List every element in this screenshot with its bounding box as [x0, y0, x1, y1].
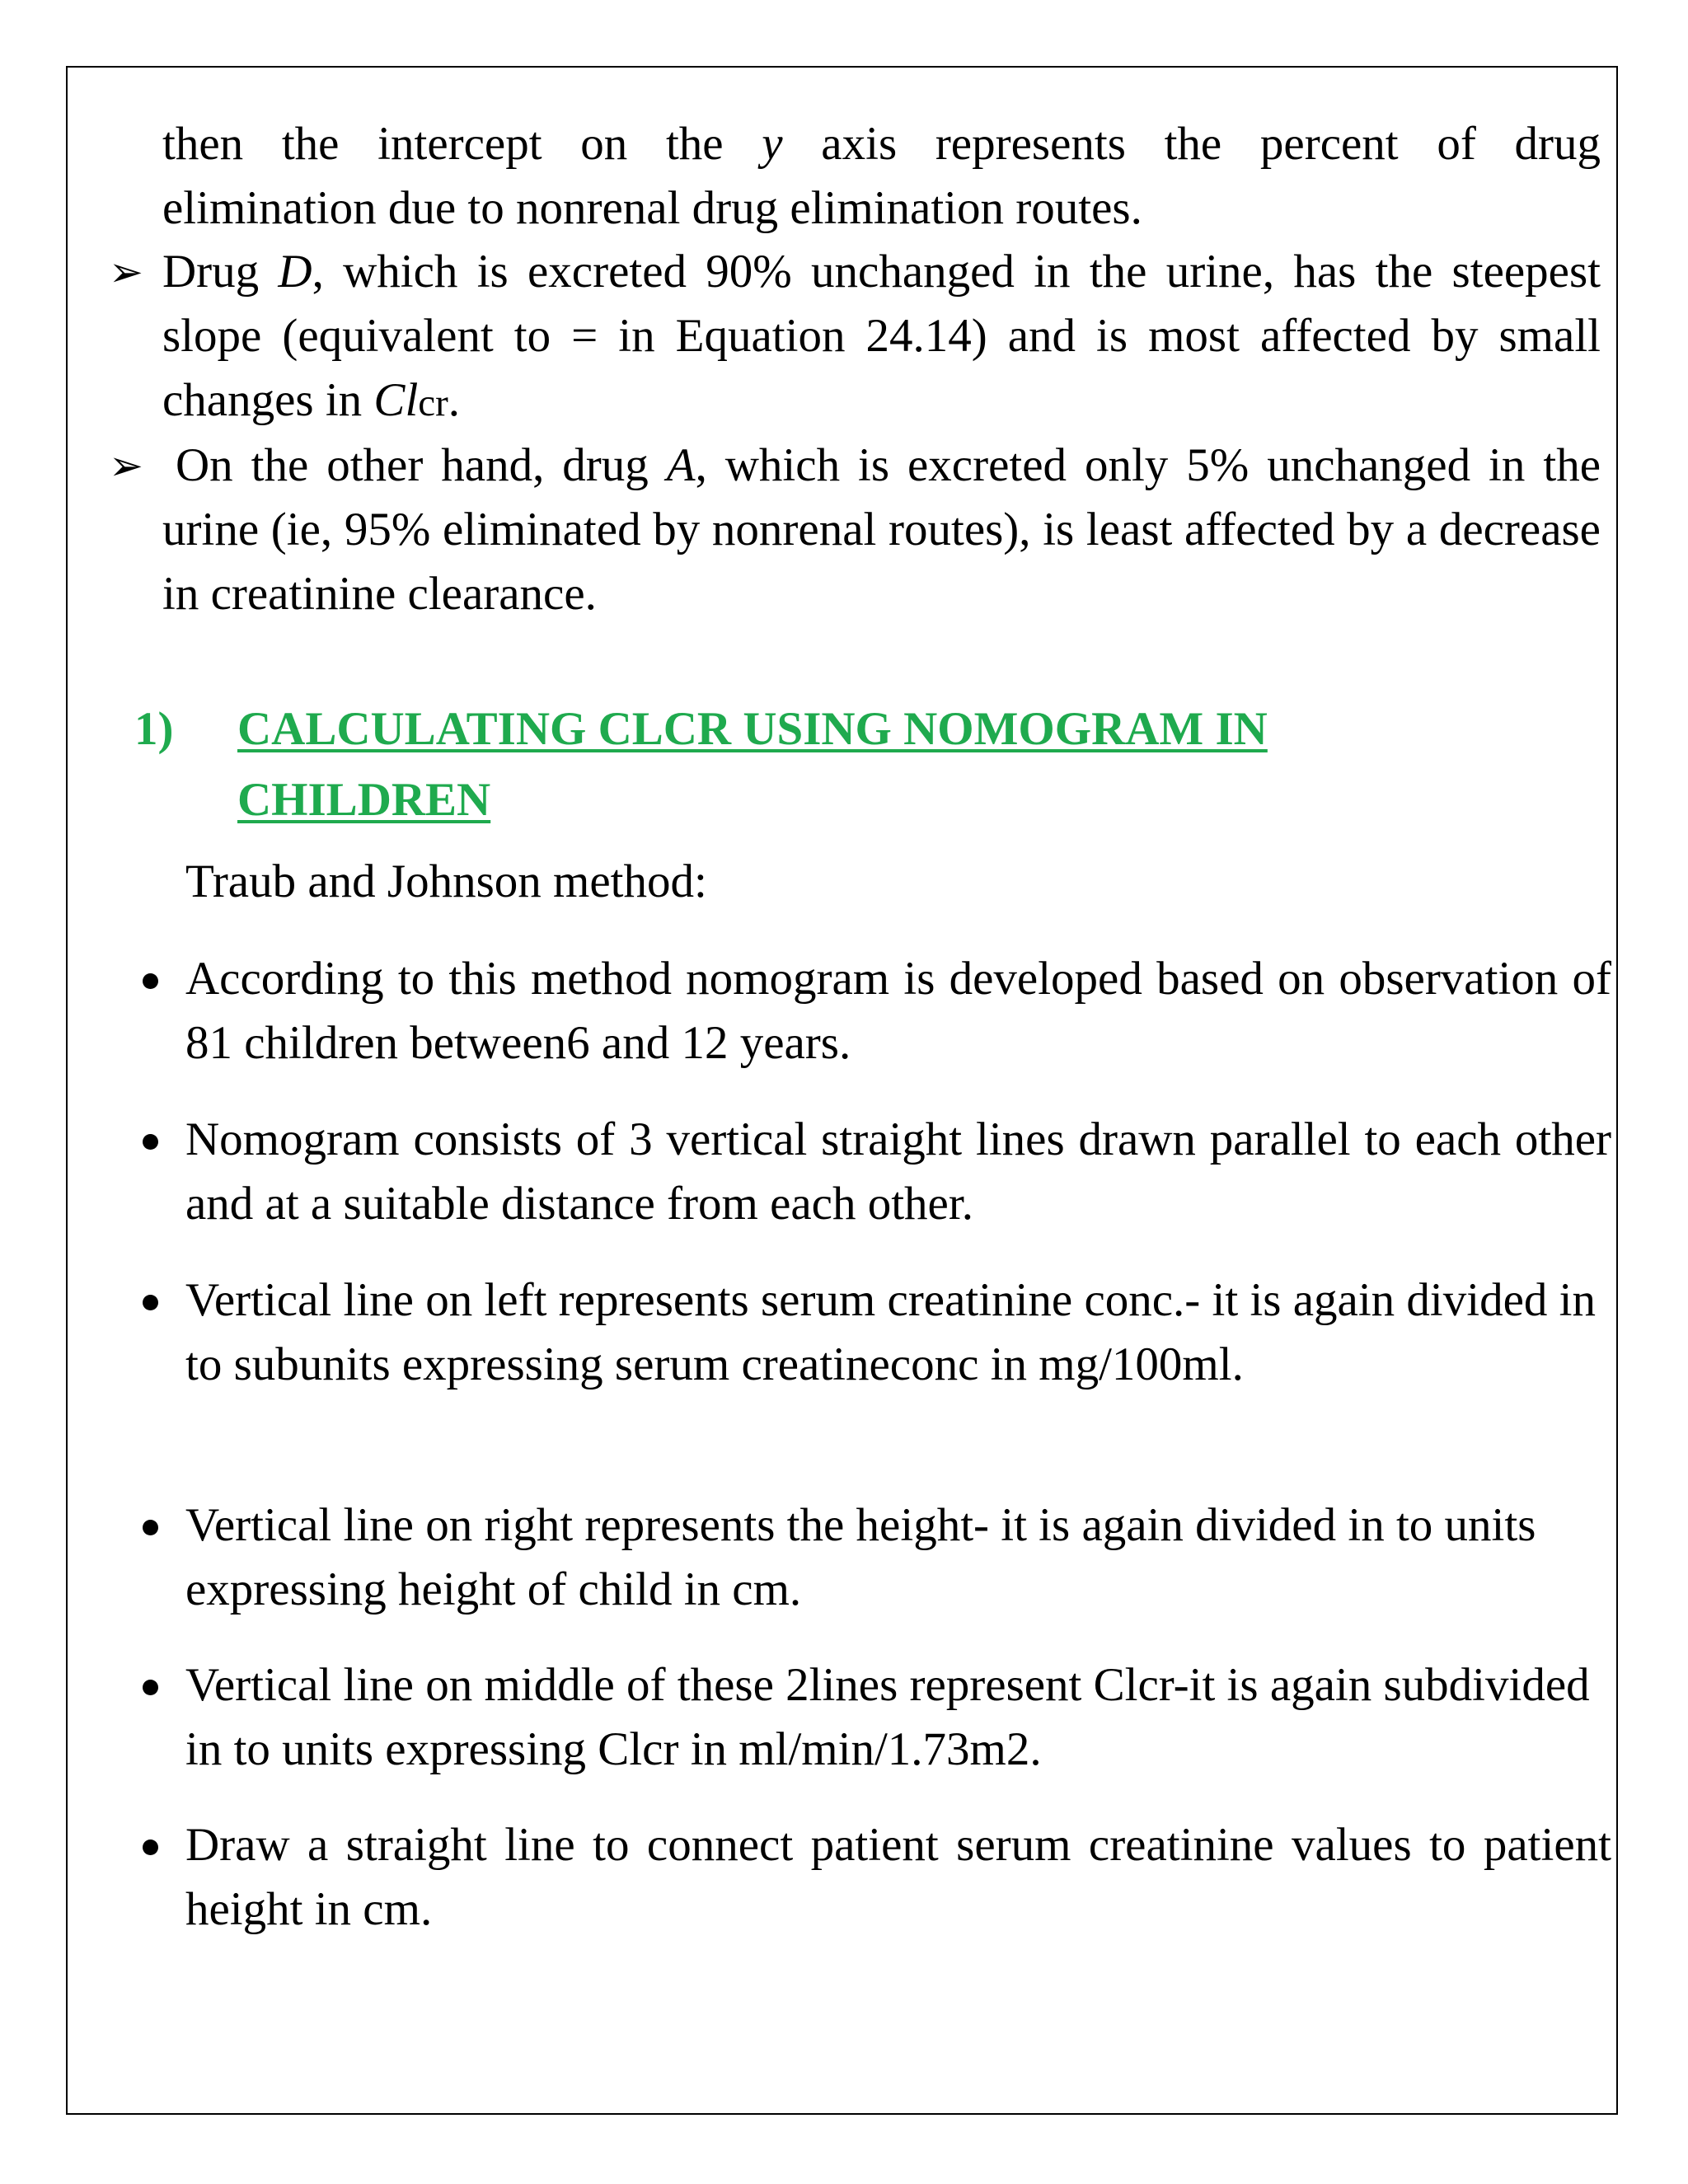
- arrow-bullet-icon: ➢: [109, 248, 143, 296]
- heading-number: 1): [134, 703, 174, 755]
- section-heading: [134, 694, 1486, 836]
- clcr-symbol: Cl: [373, 374, 419, 426]
- bullet-item-3: [185, 1268, 1611, 1397]
- bullet-dot-icon: [143, 1680, 158, 1695]
- bullet-text: According to this method nomogram is developed based on observation of 81 children between6 and 12 years.: [185, 953, 1611, 1069]
- intro-paragraph: [162, 112, 1601, 241]
- drug-a-text: , which is excreted only 5% unchanged in the urine (ie, 95% eliminated by nonrenal routes), is least affected by a decrease in creatinine clearance.: [162, 439, 1601, 620]
- drug-d-prefix: Drug: [162, 246, 279, 298]
- bullet-text: Vertical line on right represents the height- it is again divided in to units expressing height of child in cm.: [185, 1499, 1536, 1615]
- bullet-text: Vertical line on middle of these 2lines represent Clcr-it is again subdivided in to units expressing Clcr in ml/min/1.73m2.: [185, 1659, 1590, 1775]
- bullet-item-5: [185, 1653, 1611, 1782]
- intro-line-1: then the intercept on the y axis represents the percent of drug: [162, 118, 1601, 170]
- arrow-list-item-drug-d: [109, 240, 1601, 435]
- bullet-dot-icon: [143, 1520, 158, 1535]
- bullet-text: Vertical line on left represents serum creatinine conc.- it is again divided in to subunits expressing serum creatineconc in mg/100ml.: [185, 1274, 1596, 1390]
- bullet-dot-icon: [143, 1840, 158, 1855]
- bullet-text: Nomogram consists of 3 vertical straight lines drawn parallel to each other and at a suitable distance from each other.: [185, 1113, 1611, 1230]
- method-label: Traub and Johnson method:: [185, 855, 707, 907]
- arrow-list-item-drug-a: [109, 434, 1601, 626]
- drug-d-end: .: [448, 374, 461, 426]
- heading-title: CALCULATING CLCR USING NOMOGRAM IN CHILDREN: [237, 703, 1268, 826]
- drug-d-letter: D: [278, 246, 312, 298]
- clcr-subscript: cr: [418, 382, 448, 424]
- drug-a-prefix: On the other hand, drug: [176, 439, 667, 491]
- arrow-bullet-icon: ➢: [109, 442, 143, 490]
- bullet-item-1: [185, 947, 1611, 1076]
- bullet-item-4: [185, 1493, 1611, 1622]
- bullet-dot-icon: [143, 973, 158, 989]
- intro-line-2: elimination due to nonrenal drug elimination routes.: [162, 182, 1142, 234]
- drug-a-letter: A: [666, 439, 696, 491]
- drug-d-text: , which is excreted 90% unchanged in the urine, has the steepest slope (equivalent to = in Equation 24.14) and is most affected by small changes in: [162, 246, 1601, 426]
- bullet-dot-icon: [143, 1295, 158, 1310]
- bullet-dot-icon: [143, 1134, 158, 1150]
- bullet-item-6: [185, 1813, 1611, 1942]
- bullet-text: Draw a straight line to connect patient serum creatinine values to patient height in cm.: [185, 1819, 1611, 1935]
- bullet-item-2: [185, 1108, 1611, 1236]
